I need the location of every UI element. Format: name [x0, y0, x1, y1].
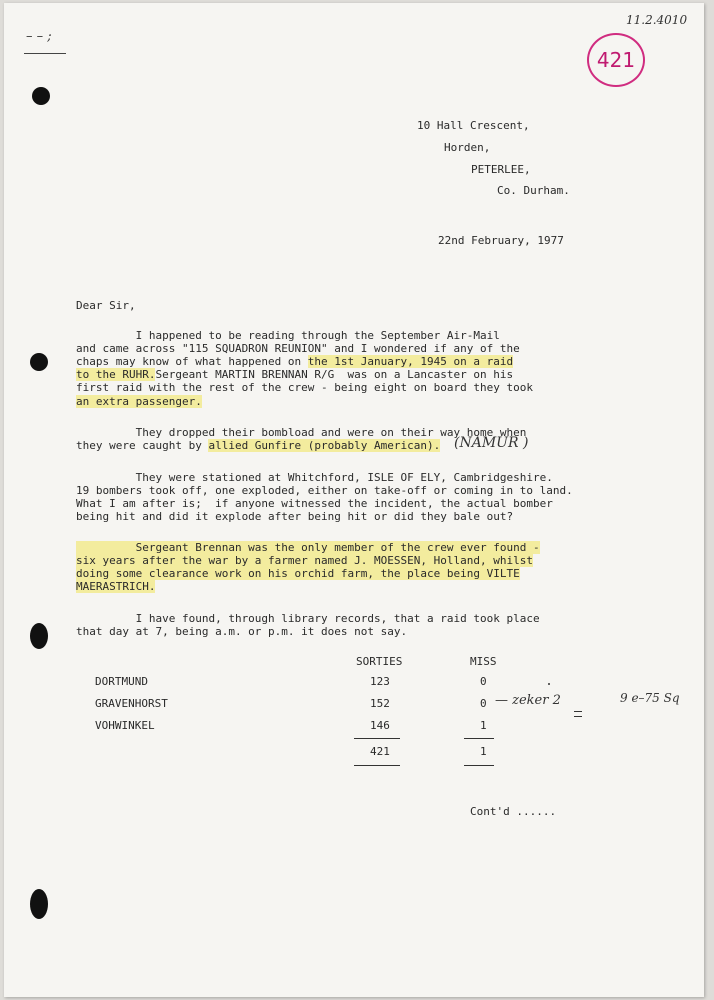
circled-number	[587, 33, 645, 87]
address-line-1: 10 Hall Crescent,	[417, 119, 530, 132]
body-line: being hit and did it explode after being hit or did they bale out?	[76, 510, 514, 523]
highlighted-line: an extra passenger.	[76, 395, 202, 408]
continued-mark: Cont'd ......	[470, 805, 557, 818]
address-line-4: Co. Durham.	[497, 184, 570, 197]
body-line: that day at 7, being a.m. or p.m. it does not say.	[76, 625, 408, 638]
body-text: chaps may know of what happened on	[76, 355, 308, 368]
salutation: Dear Sir,	[76, 299, 136, 312]
sum-line	[354, 738, 400, 739]
punch-hole	[30, 623, 48, 649]
highlighted-line: six years after the war by a farmer named J. MOESSEN, Holland, whilst	[76, 554, 533, 567]
body-line: first raid with the rest of the crew - being eight on board they took	[76, 381, 533, 394]
body-text: they were caught by	[76, 439, 209, 452]
table-row-sorties: 146	[370, 719, 390, 732]
body-line: 19 bombers took off, one exploded, either on take-off or coming in to land.	[76, 484, 573, 497]
table-row-sorties: 152	[370, 697, 390, 710]
highlighted-text: the 1st January, 1945 on a raid	[307, 355, 514, 368]
body-line: I have found, through library records, that a raid took place	[76, 612, 540, 625]
table-row-sorties: 123	[370, 675, 390, 688]
zeker-note: — zeker 2	[495, 693, 561, 708]
body-line: They dropped their bombload and were on their way home when	[76, 426, 527, 439]
table-row-miss: 1	[480, 719, 487, 732]
body-text: Sergeant MARTIN BRENNAN R/G was on a Lancaster on his	[155, 368, 514, 381]
highlighted-line: doing some clearance work on his orchid farm, the place being VILTE	[76, 567, 520, 580]
circled-number-text: 421	[596, 48, 636, 72]
punch-hole	[30, 353, 48, 371]
table-row-target: GRAVENHORST	[95, 697, 168, 710]
sum-line	[464, 738, 494, 739]
body-line	[76, 439, 440, 452]
table-total-sorties: 421	[370, 745, 390, 758]
table-row-miss: 0	[480, 675, 487, 688]
body-line: What I am after is; if anyone witnessed the incident, the actual bomber	[76, 497, 553, 510]
table-row-target: DORTMUND	[95, 675, 148, 688]
body-line: and came across "115 SQUADRON REUNION" and I wondered if any of the	[76, 342, 520, 355]
top-left-stroke	[24, 53, 66, 54]
address-line-3: PETERLEE,	[471, 163, 531, 176]
namur-note: (NAMUR )	[454, 435, 529, 451]
body-line	[76, 368, 513, 381]
side-note: 9 e–75 Sq	[620, 691, 680, 705]
highlighted-text: Sergeant Brennan was the only member of the crew ever found -	[76, 541, 540, 554]
archive-number: 11.2.4010	[626, 13, 688, 27]
table-row-miss: 0	[480, 697, 487, 710]
top-left-mark: – – ;	[26, 29, 52, 44]
total-underline	[354, 765, 400, 766]
punch-hole	[30, 889, 48, 919]
highlighted-line: MAERASTRICH.	[76, 580, 156, 593]
address-line-2: Horden,	[444, 141, 491, 154]
letter-date: 22nd February, 1977	[438, 234, 564, 247]
highlighted-text: to the RUHR.	[76, 368, 156, 381]
highlighted-text: allied Gunfire (probably American).	[208, 439, 441, 452]
table-row-target: VOHWINKEL	[95, 719, 155, 732]
table-header-sorties: SORTIES	[356, 655, 403, 668]
double-underline	[574, 711, 582, 717]
letter-page	[4, 3, 704, 997]
body-line	[76, 355, 513, 368]
body-line: They were stationed at Whitchford, ISLE OF ELY, Cambridgeshire.	[76, 471, 553, 484]
punch-hole	[32, 87, 50, 105]
dot-mark	[548, 683, 550, 685]
body-line	[76, 541, 540, 554]
table-total-miss: 1	[480, 745, 487, 758]
table-header-miss: MISS	[470, 655, 497, 668]
body-line: I happened to be reading through the September Air-Mail	[76, 329, 500, 342]
total-underline	[464, 765, 494, 766]
